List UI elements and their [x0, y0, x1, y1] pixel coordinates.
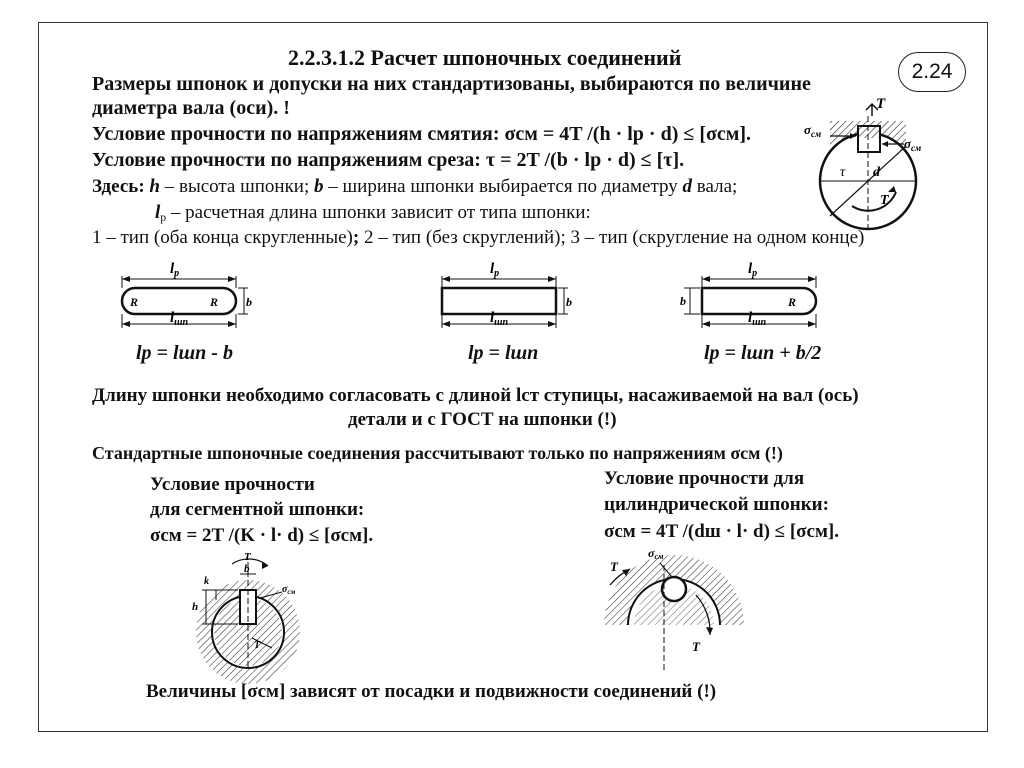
segment-key-title-2: для сегментной шпонки:	[150, 499, 365, 520]
segment-key-title-1: Условие прочности	[150, 474, 315, 495]
key-type-2-diagram	[432, 262, 572, 342]
segment-h-label: h	[192, 601, 199, 613]
key2-lp-label: $l_р$	[490, 261, 500, 279]
key-type-2-formula: lр = lшп	[468, 342, 539, 364]
crush-formula: σсм = 4T /(h · lр · d) ≤ [σсм].	[504, 123, 752, 145]
standard-calculation-line: Стандартные шпоночные соединения рассчитывают только по напряжениям σсм (!)	[92, 443, 783, 463]
key2-b-label: b	[566, 295, 572, 309]
types-sep: ;	[352, 227, 360, 248]
cylindrical-sigma-label: σсм	[648, 546, 664, 561]
key1-radius-right: R	[210, 295, 219, 309]
key3-lsh-label: $l_{шп}$	[748, 310, 767, 328]
key1-b-label: b	[246, 295, 252, 309]
lp-line	[155, 203, 591, 222]
lp-symbol: l	[155, 202, 161, 223]
torque-label-bottom: T	[880, 193, 889, 208]
tau-label: τ	[840, 165, 846, 180]
key-type-3-formula: lр = lшп + b/2	[704, 342, 822, 364]
cylindrical-key-title-2: цилиндрической шпонки:	[604, 494, 829, 515]
key1-lsh-label: $l_{шп}$	[170, 310, 189, 328]
page-title: 2.2.3.1.2 Расчет шпоночных соединений	[288, 45, 682, 70]
final-note: Величины [σсм] зависят от посадки и подвижности соединений (!)	[146, 681, 717, 702]
segment-inner-torque-label: T	[254, 640, 261, 651]
sigma-label-left: $\sigma_{см}$	[804, 122, 822, 139]
sigma-label-right: $\sigma_{см}$	[904, 136, 922, 153]
key-type-3-diagram	[680, 262, 830, 342]
torque-label-top: T	[876, 96, 886, 112]
segment-k-label: k	[204, 576, 209, 587]
segment-key-formula: σсм = 2T /(K · l· d) ≤ [σсм].	[150, 525, 374, 546]
cylindrical-key-formula: σсм = 4T /(dш · l· d) ≤ [σсм].	[604, 521, 839, 542]
here-b-text: – ширина шпонки выбирается по диаметру	[323, 176, 683, 197]
segment-torque-label: T	[244, 551, 251, 563]
segment-key-diagram	[182, 552, 322, 672]
key-type-1-formula: lр = lшп - b	[136, 342, 233, 364]
intro-line-1: Размеры шпонок и допуски на них стандартизованы, выбираются по величине	[92, 73, 811, 95]
segment-sigma-label: $\sigma_{см}$	[282, 584, 296, 596]
types-part-1: 1 – тип (оба конца скругленные)	[92, 227, 353, 248]
shaft-section-diagram	[800, 96, 930, 236]
key2-lsh-label: $l_{шп}$	[490, 310, 509, 328]
key1-radius-left: R	[130, 295, 139, 309]
here-b-symbol: b	[314, 176, 324, 197]
cylindrical-torque-label-bottom: T	[692, 639, 700, 654]
key-types-line	[92, 228, 864, 247]
segment-b-label: b	[244, 563, 250, 575]
key3-radius-label: R	[788, 295, 797, 309]
key3-b-label: b	[680, 294, 686, 308]
here-h-symbol: h	[149, 176, 160, 197]
here-h-text: – высота шпонки;	[159, 176, 315, 197]
lp-subscript: р	[160, 211, 167, 224]
cylindrical-torque-label-left: T	[610, 559, 618, 574]
lp-text: – расчетная длина шпонки зависит от типа шпонки:	[166, 202, 591, 223]
key-type-1-diagram	[110, 262, 250, 342]
crush-condition	[92, 124, 751, 144]
key1-lp-label: $l_р$	[170, 261, 180, 279]
shear-condition	[92, 150, 684, 170]
key3-lp-label: $l_р$	[748, 261, 758, 279]
types-part-2: 2 – тип (без скруглений); 3 – тип (скругление на одном конце)	[359, 227, 865, 248]
shear-formula: τ = 2T /(b · lр · d) ≤ [τ].	[485, 149, 685, 171]
slide-number-badge: 2.24	[898, 52, 966, 92]
here-line	[92, 177, 737, 196]
here-prefix: Здесь:	[92, 176, 150, 197]
here-d-text: вала;	[692, 176, 738, 197]
crush-label: Условие прочности по напряжениям смятия:	[92, 123, 505, 145]
shear-label: Условие прочности по напряжениям среза:	[92, 149, 486, 171]
intro-line-2: диаметра вала (оси). !	[92, 97, 290, 119]
diameter-label: d	[873, 165, 880, 180]
hub-length-line-2: детали и с ГОСТ на шпонки (!)	[348, 409, 617, 430]
hub-length-line-1: Длину шпонки необходимо согласовать с длиной lст ступицы, насаживаемой на вал (ось)	[92, 385, 859, 406]
cylindrical-key-title-1: Условие прочности для	[604, 468, 805, 489]
cylindrical-key-diagram	[600, 545, 750, 675]
here-d-symbol: d	[682, 176, 693, 197]
